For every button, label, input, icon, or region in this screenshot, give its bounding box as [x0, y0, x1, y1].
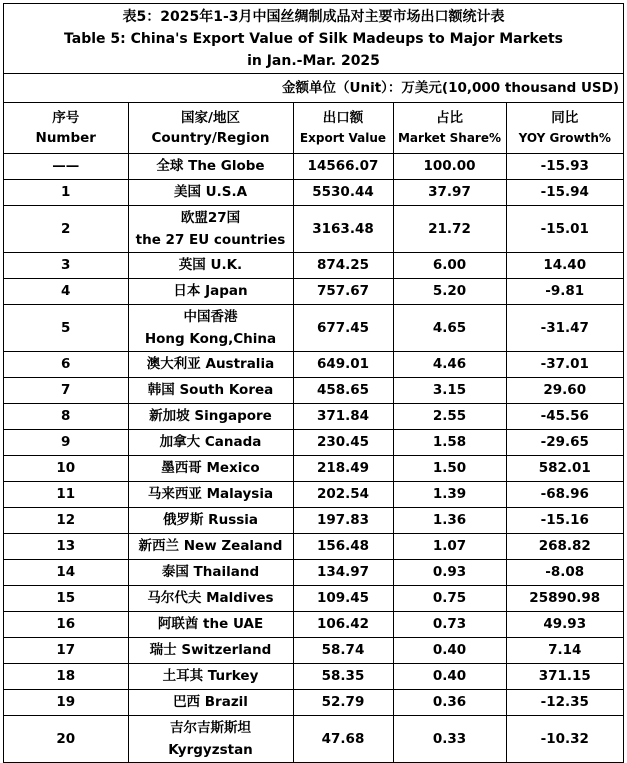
- country-cell: [128, 154, 293, 180]
- export-value-cell: 52.79: [293, 690, 393, 716]
- country-name-line: the 27 EU countries: [135, 232, 286, 248]
- country-name-line: 阿联酋 the UAE: [157, 616, 264, 632]
- country-cell: [128, 279, 293, 305]
- header-country: [128, 103, 293, 154]
- export-value-cell: 757.67: [293, 279, 393, 305]
- yoy-growth-cell: 582.01: [506, 456, 623, 482]
- yoy-growth-cell: -12.35: [506, 690, 623, 716]
- country-cell: [128, 482, 293, 508]
- country-name-line: 墨西哥 Mexico: [161, 460, 260, 476]
- yoy-growth-cell: 49.93: [506, 612, 623, 638]
- country-cell: [128, 206, 293, 253]
- country-name-line: 泰国 Thailand: [161, 564, 260, 580]
- header-country-zh: 国家/地区: [181, 110, 240, 126]
- rank-cell: 2: [4, 206, 128, 253]
- yoy-growth-cell: 7.14: [506, 638, 623, 664]
- country-cell: [128, 378, 293, 404]
- table-row: [4, 586, 623, 612]
- export-value-cell: 134.97: [293, 560, 393, 586]
- country-name-line: Kyrgyzstan: [168, 742, 253, 758]
- market-share-cell: 1.07: [393, 534, 506, 560]
- table-row: [4, 612, 623, 638]
- header-share-en: Market Share%: [397, 131, 502, 145]
- market-share-cell: 4.46: [393, 352, 506, 378]
- country-name-line: 新西兰 New Zealand: [138, 538, 283, 554]
- header-share-zh: 占比: [436, 110, 463, 126]
- market-share-cell: 100.00: [393, 154, 506, 180]
- country-cell: [128, 690, 293, 716]
- country-cell: [128, 404, 293, 430]
- yoy-growth-cell: -15.01: [506, 206, 623, 253]
- export-value-cell: 47.68: [293, 716, 393, 763]
- market-share-cell: 1.50: [393, 456, 506, 482]
- export-value-cell: 5530.44: [293, 180, 393, 206]
- table-row: [4, 716, 623, 763]
- country-name-line: Hong Kong,China: [144, 331, 277, 347]
- table-row: [4, 534, 623, 560]
- title-en-line2: in Jan.-Mar. 2025: [247, 53, 380, 69]
- country-name-line: 中国香港: [183, 309, 238, 325]
- country-cell: [128, 430, 293, 456]
- yoy-growth-cell: 371.15: [506, 664, 623, 690]
- country-name-line: 美国 U.S.A: [173, 184, 248, 200]
- header-rank-zh: 序号: [52, 110, 80, 126]
- rank-cell: 18: [4, 664, 128, 690]
- country-name-line: 巴西 Brazil: [173, 694, 248, 710]
- yoy-growth-cell: -31.47: [506, 305, 623, 352]
- country-cell: [128, 508, 293, 534]
- country-cell: [128, 586, 293, 612]
- header-yoy-en: YOY Growth%: [518, 131, 611, 145]
- export-value-cell: 218.49: [293, 456, 393, 482]
- rank-cell: 6: [4, 352, 128, 378]
- rank-cell: 4: [4, 279, 128, 305]
- export-value-cell: 58.74: [293, 638, 393, 664]
- market-share-cell: 0.40: [393, 638, 506, 664]
- export-value-cell: 677.45: [293, 305, 393, 352]
- market-share-cell: 37.97: [393, 180, 506, 206]
- table-row: [4, 206, 623, 253]
- export-value-cell: 197.83: [293, 508, 393, 534]
- export-value-cell: 649.01: [293, 352, 393, 378]
- export-table: [4, 103, 623, 762]
- market-share-cell: 5.20: [393, 279, 506, 305]
- country-name-line: 瑞士 Switzerland: [149, 642, 272, 658]
- country-cell: [128, 716, 293, 763]
- market-share-cell: 21.72: [393, 206, 506, 253]
- table-row: [4, 456, 623, 482]
- export-table-document: [3, 3, 624, 763]
- yoy-growth-cell: -10.32: [506, 716, 623, 763]
- export-value-cell: 371.84: [293, 404, 393, 430]
- country-name-line: 全球 The Globe: [156, 158, 265, 174]
- table-row: [4, 508, 623, 534]
- country-name-line: 新加坡 Singapore: [149, 408, 272, 424]
- yoy-growth-cell: 268.82: [506, 534, 623, 560]
- yoy-growth-cell: -29.65: [506, 430, 623, 456]
- export-value-cell: 202.54: [293, 482, 393, 508]
- header-rank: [4, 103, 128, 154]
- yoy-growth-cell: 25890.98: [506, 586, 623, 612]
- yoy-growth-cell: -15.16: [506, 508, 623, 534]
- header-value-en: Export Value: [299, 131, 387, 145]
- table-title: [4, 4, 623, 74]
- title-zh: 表5：2025年1-3月中国丝绸制成品对主要市场出口额统计表: [122, 9, 505, 25]
- rank-cell: 20: [4, 716, 128, 763]
- export-value-cell: 156.48: [293, 534, 393, 560]
- unit-label: 金额单位（Unit）：万美元(10,000 thousand USD): [4, 74, 623, 103]
- market-share-cell: 0.33: [393, 716, 506, 763]
- yoy-growth-cell: -68.96: [506, 482, 623, 508]
- rank-cell: 14: [4, 560, 128, 586]
- table-row: [4, 638, 623, 664]
- rank-cell: 10: [4, 456, 128, 482]
- market-share-cell: 0.36: [393, 690, 506, 716]
- market-share-cell: 0.75: [393, 586, 506, 612]
- table-row: [4, 482, 623, 508]
- market-share-cell: 2.55: [393, 404, 506, 430]
- country-name-line: 英国 U.K.: [178, 257, 243, 273]
- title-en-line1: Table 5: China's Export Value of Silk Madeups to Major Markets: [64, 31, 563, 47]
- market-share-cell: 1.39: [393, 482, 506, 508]
- country-cell: [128, 305, 293, 352]
- market-share-cell: 6.00: [393, 253, 506, 279]
- table-row: [4, 154, 623, 180]
- rank-cell: 11: [4, 482, 128, 508]
- export-value-cell: 106.42: [293, 612, 393, 638]
- table-row: [4, 664, 623, 690]
- table-body: [4, 154, 623, 763]
- header-value-zh: 出口额: [322, 110, 364, 126]
- market-share-cell: 1.36: [393, 508, 506, 534]
- market-share-cell: 0.73: [393, 612, 506, 638]
- rank-cell: 3: [4, 253, 128, 279]
- rank-cell: 7: [4, 378, 128, 404]
- country-name-line: 俄罗斯 Russia: [162, 512, 258, 528]
- yoy-growth-cell: -15.93: [506, 154, 623, 180]
- yoy-growth-cell: -8.08: [506, 560, 623, 586]
- market-share-cell: 0.40: [393, 664, 506, 690]
- country-name-line: 韩国 South Korea: [147, 382, 274, 398]
- rank-cell: 5: [4, 305, 128, 352]
- country-cell: [128, 534, 293, 560]
- market-share-cell: 3.15: [393, 378, 506, 404]
- header-rank-en: Number: [35, 130, 96, 146]
- table-row: [4, 305, 623, 352]
- table-row: [4, 404, 623, 430]
- yoy-growth-cell: -45.56: [506, 404, 623, 430]
- country-cell: [128, 664, 293, 690]
- export-value-cell: 3163.48: [293, 206, 393, 253]
- header-row: [4, 103, 623, 154]
- market-share-cell: 1.58: [393, 430, 506, 456]
- rank-cell: 9: [4, 430, 128, 456]
- rank-cell: 16: [4, 612, 128, 638]
- country-name-line: 吉尔吉斯斯坦: [170, 720, 251, 736]
- country-name-line: 加拿大 Canada: [159, 434, 262, 450]
- rank-cell: 12: [4, 508, 128, 534]
- country-cell: [128, 560, 293, 586]
- header-value: [293, 103, 393, 154]
- table-row: [4, 253, 623, 279]
- header-yoy: [506, 103, 623, 154]
- yoy-growth-cell: -9.81: [506, 279, 623, 305]
- rank-cell: 1: [4, 180, 128, 206]
- country-name-line: 欧盟27国: [180, 210, 241, 226]
- table-row: [4, 180, 623, 206]
- table-row: [4, 430, 623, 456]
- rank-cell: 8: [4, 404, 128, 430]
- header-yoy-zh: 同比: [551, 110, 579, 126]
- yoy-growth-cell: -37.01: [506, 352, 623, 378]
- country-name-line: 澳大利亚 Australia: [146, 356, 275, 372]
- export-value-cell: 58.35: [293, 664, 393, 690]
- market-share-cell: 0.93: [393, 560, 506, 586]
- country-cell: [128, 180, 293, 206]
- rank-cell: ——: [4, 154, 128, 180]
- export-value-cell: 458.65: [293, 378, 393, 404]
- rank-cell: 15: [4, 586, 128, 612]
- yoy-growth-cell: -15.94: [506, 180, 623, 206]
- country-cell: [128, 638, 293, 664]
- export-value-cell: 230.45: [293, 430, 393, 456]
- country-name-line: 日本 Japan: [173, 283, 248, 299]
- country-name-line: 马来西亚 Malaysia: [147, 486, 274, 502]
- rank-cell: 13: [4, 534, 128, 560]
- header-country-en: Country/Region: [151, 130, 270, 146]
- header-share: [393, 103, 506, 154]
- export-value-cell: 14566.07: [293, 154, 393, 180]
- yoy-growth-cell: 14.40: [506, 253, 623, 279]
- table-row: [4, 560, 623, 586]
- country-cell: [128, 253, 293, 279]
- rank-cell: 19: [4, 690, 128, 716]
- country-name-line: 马尔代夫 Maldives: [147, 590, 274, 606]
- table-row: [4, 378, 623, 404]
- table-row: [4, 279, 623, 305]
- export-value-cell: 109.45: [293, 586, 393, 612]
- country-cell: [128, 456, 293, 482]
- export-value-cell: 874.25: [293, 253, 393, 279]
- country-cell: [128, 612, 293, 638]
- country-name-line: 土耳其 Turkey: [162, 668, 259, 684]
- rank-cell: 17: [4, 638, 128, 664]
- table-row: [4, 690, 623, 716]
- country-cell: [128, 352, 293, 378]
- table-row: [4, 352, 623, 378]
- market-share-cell: 4.65: [393, 305, 506, 352]
- yoy-growth-cell: 29.60: [506, 378, 623, 404]
